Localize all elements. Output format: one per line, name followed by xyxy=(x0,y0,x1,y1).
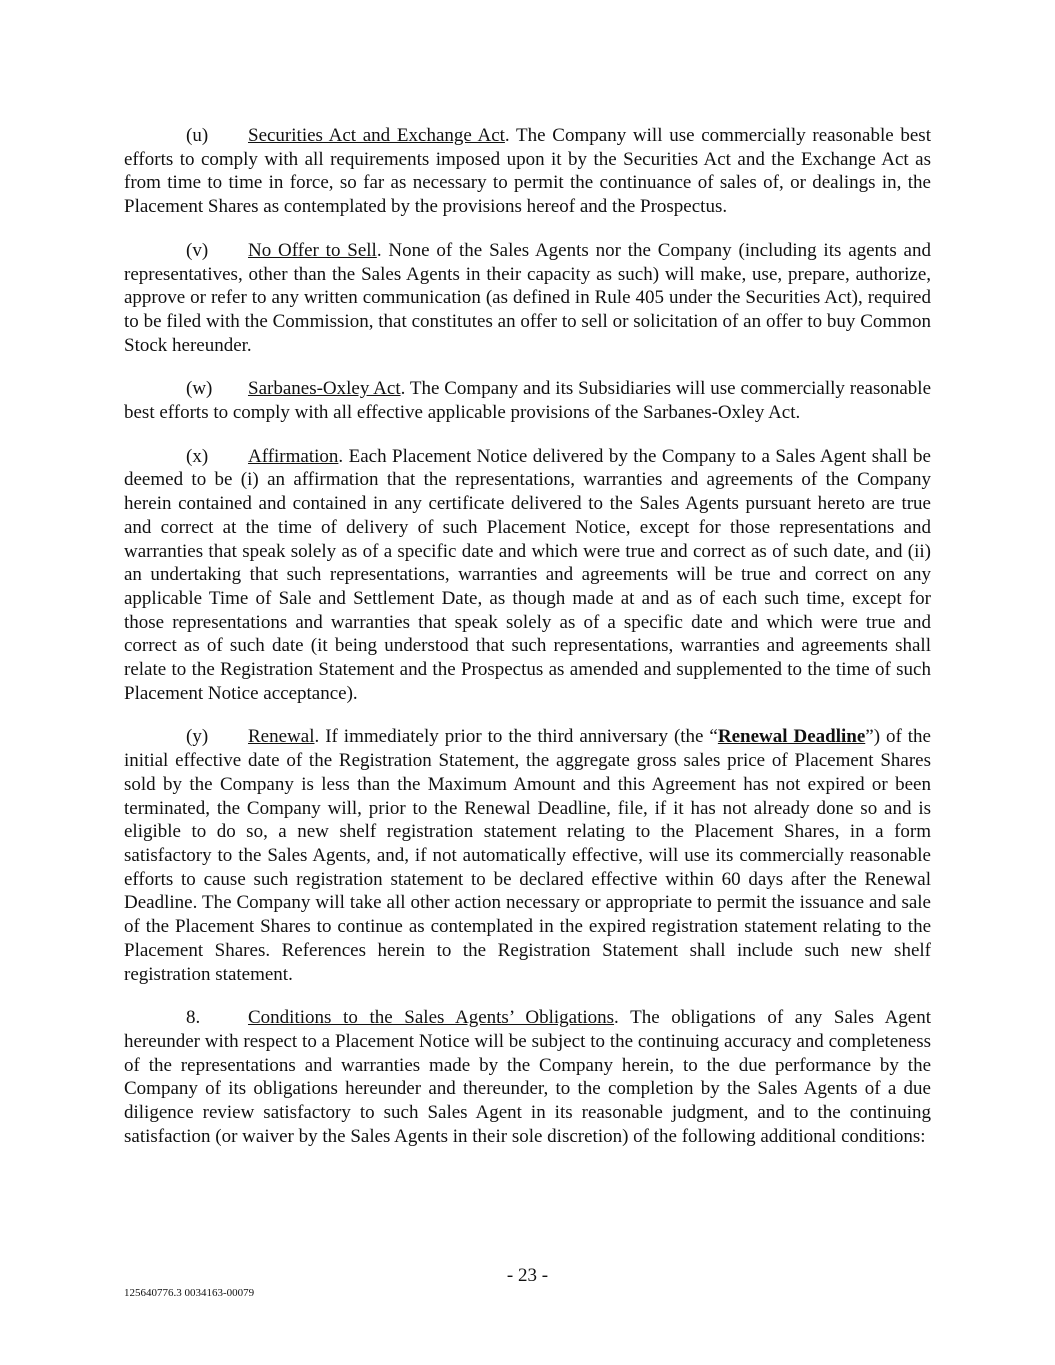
section-heading: Renewal xyxy=(248,726,315,748)
section-text: ”) of the initial effective date of the Registration Statement, the aggregate gross sales price of Placement Shares sold by the Company is less than the Maximum Amount and this Agreement has not expired or been terminated, the Company will, prior to the Renewal Deadline, file, if it has not already done so and is eligible to do so, a new shelf registration statement relating to the Placement Shares, in a form satisfactory to the Sales Agents, and, if not automatically effective, will use its commercially reasonable efforts to cause such registration statement to be declared effective within 60 days after the Renewal Deadline. The Company will take all other action necessary or appropriate to permit the issuance and sale of the Placement Shares to continue as contemplated in the expired registration statement relating to the Placement Shares. References herein to the Registration Statement shall include such new shelf registration statement. xyxy=(124,726,931,985)
section-w xyxy=(124,377,931,424)
document-id: 125640776.3 0034163-00079 xyxy=(124,1287,255,1299)
section-v xyxy=(124,239,931,358)
section-number: (w) xyxy=(186,378,213,400)
section-number: (y) xyxy=(186,726,209,748)
section-number: (x) xyxy=(186,445,209,467)
section-heading: Conditions to the Sales Agents’ Obligations xyxy=(248,1007,615,1029)
section-number: (u) xyxy=(186,125,209,146)
document-body xyxy=(124,124,931,1168)
section-text: . The Company will use commercially reasonable best efforts to comply with all requirements imposed upon it by the Securities Act and the Exchange Act as from time to time in force, so far as necessary to permit the continuance of sales of, or dealings in, the Placement Shares as contemplated by the provisions hereof and the Prospectus. xyxy=(124,125,931,218)
section-number: 8. xyxy=(186,1007,201,1029)
defined-term: Renewal Deadline xyxy=(717,726,866,748)
section-y xyxy=(124,725,931,986)
section-text: . Each Placement Notice delivered by the Company to a Sales Agent shall be deemed to be (i) an affirmation that the representations, warranties and agreements of the Company herein contained and contained in any certificate delivered to the Sales Agents pursuant hereto are true and correct at the time of delivery of such Placement Notice, except for those representations and warranties that speak solely as of a specific date and which were true and correct as of such date, and (ii) an undertaking that such representations, warranties and agreements will be true and correct on any applicable Time of Sale and Settlement Date, as though made at and as of each such time, except for those representations and warranties that speak solely as of a specific date and which were true and correct as of such date (it being understood that such representations, warranties and agreements shall relate to the Registration Statement and the Prospectus as amended and supplemented to the time of such Placement Notice acceptance). xyxy=(124,445,931,704)
section-heading: No Offer to Sell xyxy=(248,239,377,261)
section-text: . The Company and its Subsidiaries will use commercially reasonable best efforts to comply with all effective applicable provisions of the Sarbanes-Oxley Act. xyxy=(124,378,931,424)
section-u xyxy=(124,124,931,219)
section-heading: Sarbanes-Oxley Act xyxy=(248,378,401,400)
page-number: - 23 - xyxy=(506,1265,549,1286)
section-number: (v) xyxy=(186,239,209,261)
section-x xyxy=(124,445,931,706)
section-text: . None of the Sales Agents nor the Company (including its agents and representatives, other than the Sales Agents in their capacity as such) will make, use, prepare, authorize, approve or refer to any written communication (as defined in Rule 405 under the Securities Act), required to be filed with the Commission, that constitutes an offer to sell or solicitation of an offer to buy Common Stock hereunder. xyxy=(124,239,931,356)
section-heading: Securities Act and Exchange Act xyxy=(248,125,505,146)
section-text: . If immediately prior to the third anniversary (the “ xyxy=(314,726,718,748)
section-heading: Affirmation xyxy=(248,445,339,467)
section-8 xyxy=(124,1006,931,1148)
section-text: . The obligations of any Sales Agent hereunder with respect to a Placement Notice will be subject to the continuing accuracy and completeness of the representations and warranties made by the Company herein, to the due performance by the Company of its obligations hereunder and thereunder, to the completion by the Sales Agents of a due diligence review satisfactory to such Sales Agent in its reasonable judgment, and to the continuing satisfaction (or waiver by the Sales Agents in their sole discretion) of the following additional conditions: xyxy=(124,1007,932,1147)
